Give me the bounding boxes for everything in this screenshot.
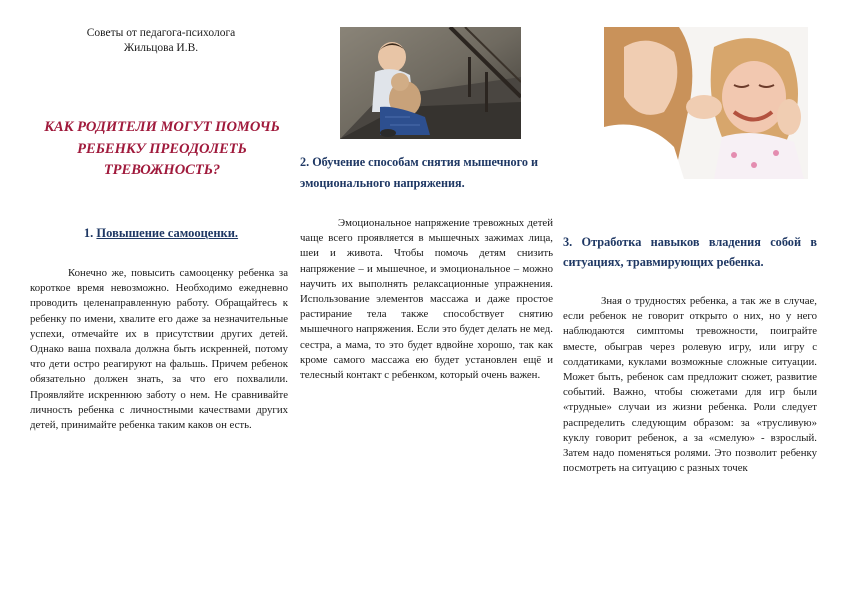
column-right [563,0,817,595]
section1-heading [30,226,292,241]
photo-mother-child [604,27,808,179]
author-line-1: Советы от педагога-психолога [86,27,236,39]
section1-text: Конечно же, повысить самооценку ребенка за короткое время невозможно. Необходимо ежедневно проводить целенаправленную работу. Обращайтесь к ребенку по имени, хвалите его даже за незначительные успехи, отмечайте их в присутствии других детей. Однако ваша похвала должна быть искренней, потому что дети остро реагируют на фальшь. Причем ребенок обязательно должен знать, за что его похвалили. Проявляйте искреннюю заботу о нем. Не сравнивайте личность ребенка с личностными качествами других детей, принимайте ребенка таким каков он есть. [30,267,288,432]
page-title: КАК РОДИТЕЛИ МОГУТ ПОМОЧЬ РЕБЕНКУ ПРЕОДОЛЕТЬ ТРЕВОЖНОСТЬ? [44,119,280,178]
section1-number: 1. [83,226,94,240]
section1-heading-text: Повышение самооценки. [96,226,239,240]
author-block [30,26,292,56]
section3-text: Зная о трудностях ребенка, а так же в случае, если ребенок не говорит открыто о них, но у него наблюдаются симптомы тревожности, поиграйте вместе, обыграв через ролевую игру, или игру с солдатиками, куклами возможные сложные ситуации. Может быть, ребенок сам предложит сюжет, развитие событий. Важно, чтобы сюжетами для игр были «трудные» случаи из жизни ребенка. Роли следует распределить следующим образом: за «трусливую» куклу говорит ребенок, а за «смелую» - взрослый. Затем надо поменяться ролями. Это позволит ребенку посмотреть на ситуацию с разных точек [563,295,817,475]
photo-sad-boy [340,27,521,139]
section3-heading: 3. Отработка навыков владения собой в ситуациях, травмирующих ребенка. [563,235,817,269]
photo-sad-boy-image [340,27,521,139]
section2-text: Эмоциональное напряжение тревожных детей чаще всего проявляется в мышечных зажимах лица, шеи и живота. Чтобы помочь детям снизить напряжение – и мышечное, и эмоциональное – можно научить их выполнять релаксационные упражнения. Использование элементов массажа и даже простое растирание тела также способствует снятию мышечного напряжения. Если это будет делать не мед. сестра, а мама, то это будет вдвойне хорошо, так как кроме самого массажа ею будет установлен ещё и телесный контакт с ребенком, который очень важен. [300,217,553,382]
photo-mother-child-image [604,27,808,179]
column-left [30,0,292,595]
section2-heading: 2. Обучение способам снятия мышечного и эмоционального напряжения. [300,155,539,190]
author-line-2: Жильцова И.В. [123,42,199,54]
column-middle [300,0,553,595]
